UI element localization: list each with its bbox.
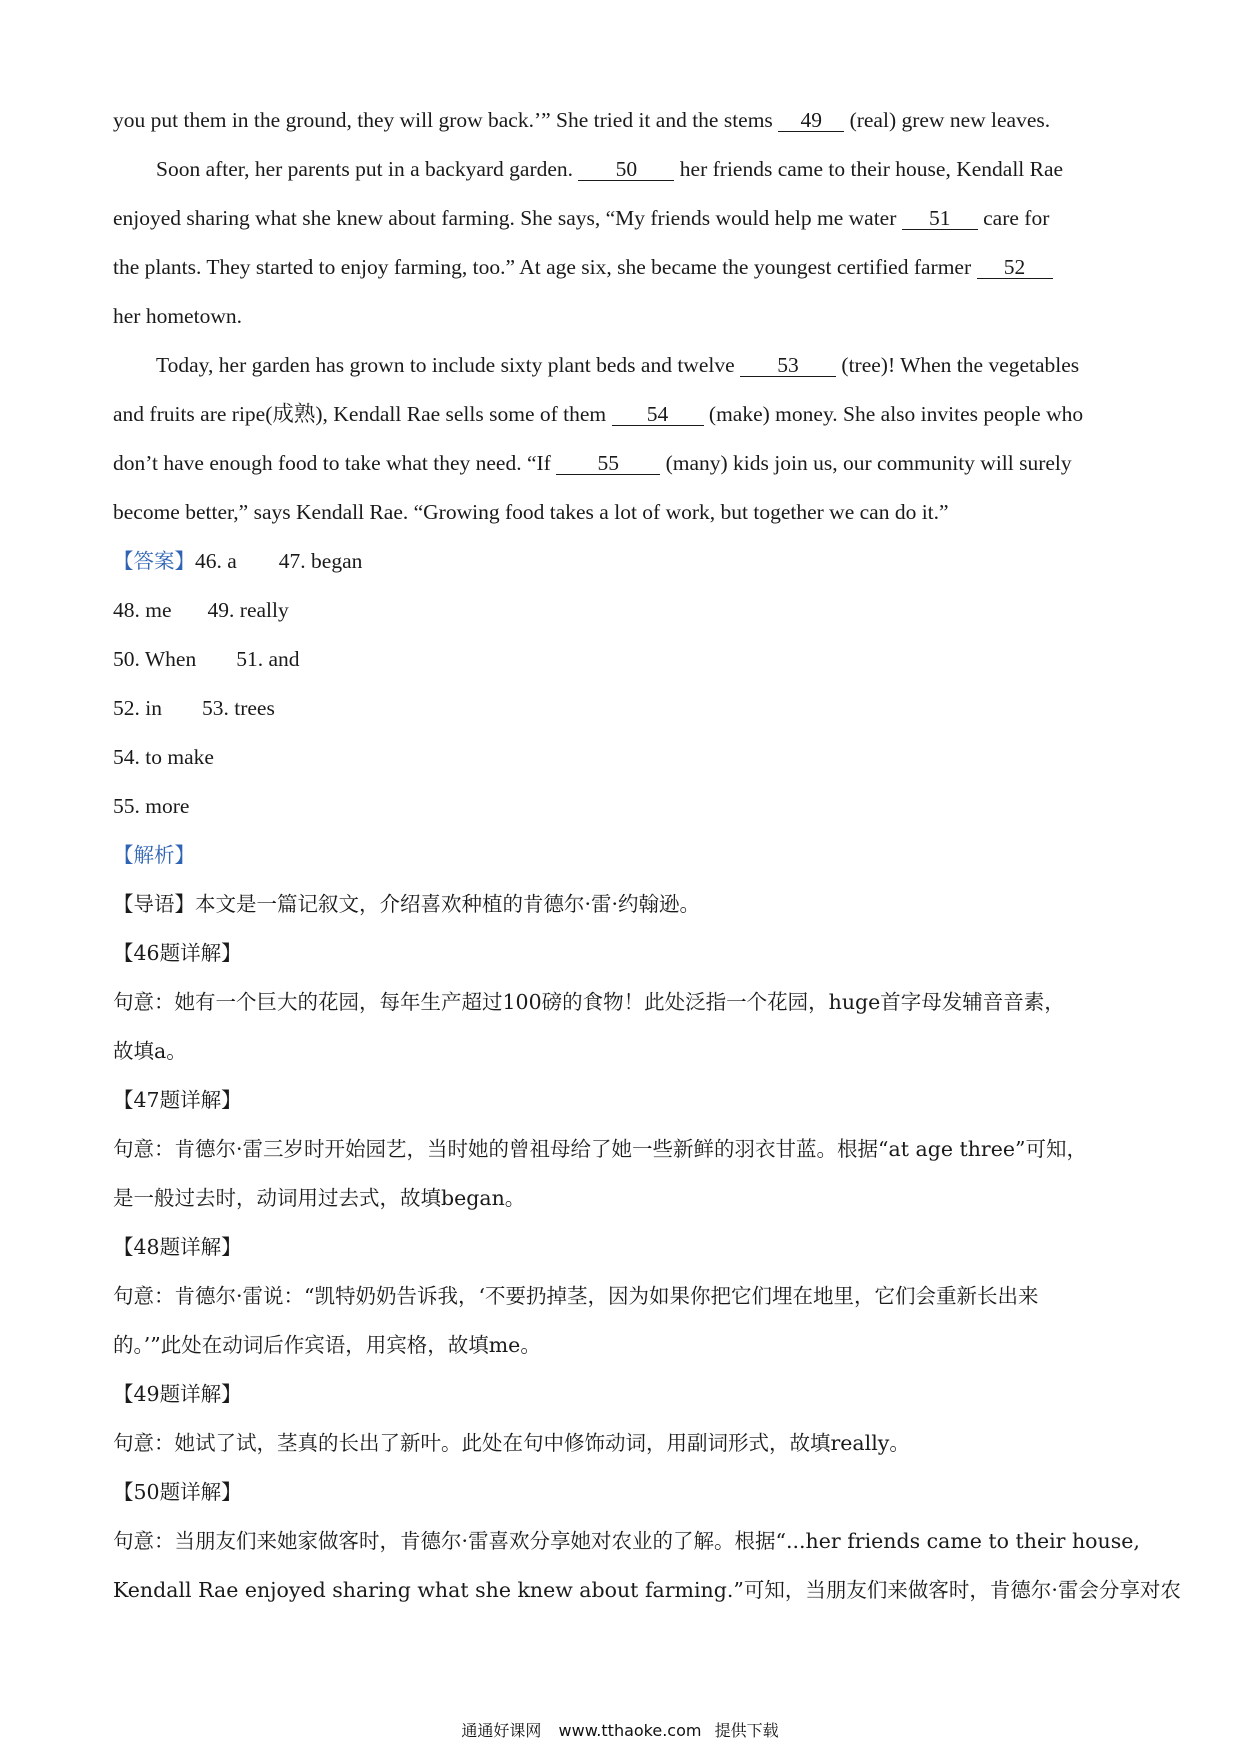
answer-48: 48. me bbox=[113, 598, 172, 622]
passage-line: the plants. They started to enjoy farming, too.” At age six, she became the youngest certified farmer 52 bbox=[113, 243, 1133, 292]
passage-line: don’t have enough food to take what they need. “If 55 (many) kids join us, our community will surely bbox=[113, 451, 1072, 475]
answer-row bbox=[113, 537, 1133, 586]
answer-52: 52. in bbox=[113, 696, 162, 720]
answer-47: 47. began bbox=[278, 549, 363, 573]
q48-explanation: 的。’”此处在动词后作宾语，用宾格，故填me。 bbox=[113, 1333, 541, 1357]
analysis-label: 【解析】 bbox=[113, 843, 195, 867]
blank-49[interactable]: 49 bbox=[778, 109, 844, 132]
blank-52[interactable]: 52 bbox=[977, 256, 1053, 279]
analysis-label-line bbox=[113, 831, 1133, 880]
blank-55[interactable]: 55 bbox=[556, 452, 660, 475]
page-footer bbox=[0, 1718, 1240, 1741]
q48-explanation: 句意：肯德尔·雷说：“凯特奶奶告诉我，‘不要扔掉茎，因为如果你把它们埋在地里，它们会重新长出来 bbox=[113, 1284, 1039, 1308]
answer-row bbox=[113, 684, 1133, 733]
answer-row bbox=[113, 635, 1133, 684]
passage-line: enjoyed sharing what she knew about farming. She says, “My friends would help me water 51 care for bbox=[113, 206, 1050, 230]
passage-line: and fruits are ripe(成熟), Kendall Rae sells some of them 54 (make) money. She also invites people who bbox=[113, 402, 1084, 426]
answer-49: 49. really bbox=[207, 598, 289, 622]
answer-53: 53. trees bbox=[201, 696, 275, 720]
q50-title: 【50题详解】 bbox=[113, 1480, 242, 1504]
q47-title: 【47题详解】 bbox=[113, 1088, 242, 1112]
q47-explanation: 句意：肯德尔·雷三岁时开始园艺，当时她的曾祖母给了她一些新鲜的羽衣甘蓝。根据“at age three”可知， bbox=[113, 1137, 1087, 1161]
blank-53[interactable]: 53 bbox=[740, 354, 836, 377]
answer-label: 【答案】 bbox=[113, 549, 195, 573]
q46-title: 【46题详解】 bbox=[113, 941, 242, 965]
passage-line: her hometown. bbox=[113, 304, 242, 328]
passage-line: Soon after, her parents put in a backyard garden. 50 her friends came to their house, Kendall Rae bbox=[156, 157, 1064, 181]
answer-51: 51. and bbox=[236, 647, 300, 671]
answer-row bbox=[113, 782, 1133, 831]
passage-line: become better,” says Kendall Rae. “Growing food takes a lot of work, but together we can do it.” bbox=[113, 500, 949, 524]
blank-54[interactable]: 54 bbox=[612, 403, 704, 426]
analysis-intro: 【导语】本文是一篇记叙文，介绍喜欢种植的肯德尔·雷·约翰逊。 bbox=[113, 892, 701, 916]
answer-46: 46. a bbox=[195, 549, 237, 573]
passage-line: you put them in the ground, they will grow back.’” She tried it and the stems 49 (real) grew new leaves. bbox=[113, 108, 1051, 132]
answer-50: 50. When bbox=[113, 647, 197, 671]
document-page bbox=[113, 96, 1181, 1615]
answer-55: 55. more bbox=[113, 794, 190, 818]
passage-line: Today, her garden has grown to include sixty plant beds and twelve 53 (tree)! When the vegetables bbox=[156, 353, 1080, 377]
blank-51[interactable]: 51 bbox=[902, 207, 978, 230]
q49-explanation: 句意：她试了试，茎真的长出了新叶。此处在句中修饰动词，用副词形式，故填really。 bbox=[113, 1431, 910, 1455]
q50-explanation: Kendall Rae enjoyed sharing what she knew about farming.”可知，当朋友们来做客时，肯德尔·雷会分享对农 bbox=[113, 1578, 1181, 1602]
footer-site-name: 通通好课网 bbox=[461, 1721, 542, 1740]
answer-row bbox=[113, 733, 1133, 782]
q50-explanation: 句意：当朋友们来她家做客时，肯德尔·雷喜欢分享她对农业的了解。根据“...her friends came to their house, bbox=[113, 1529, 1140, 1553]
footer-suffix: 提供下载 bbox=[714, 1721, 779, 1740]
blank-50[interactable]: 50 bbox=[578, 158, 674, 181]
footer-url[interactable]: www.tthaoke.com bbox=[558, 1721, 702, 1740]
q46-explanation: 故填a。 bbox=[113, 1039, 187, 1063]
q47-explanation: 是一般过去时，动词用过去式，故填began。 bbox=[113, 1186, 526, 1210]
q48-title: 【48题详解】 bbox=[113, 1235, 242, 1259]
answer-54: 54. to make bbox=[113, 745, 214, 769]
q49-title: 【49题详解】 bbox=[113, 1382, 242, 1406]
answer-row bbox=[113, 586, 1133, 635]
q46-explanation: 句意：她有一个巨大的花园，每年生产超过100磅的食物！此处泛指一个花园，huge首字母发辅音音素， bbox=[113, 990, 1065, 1014]
